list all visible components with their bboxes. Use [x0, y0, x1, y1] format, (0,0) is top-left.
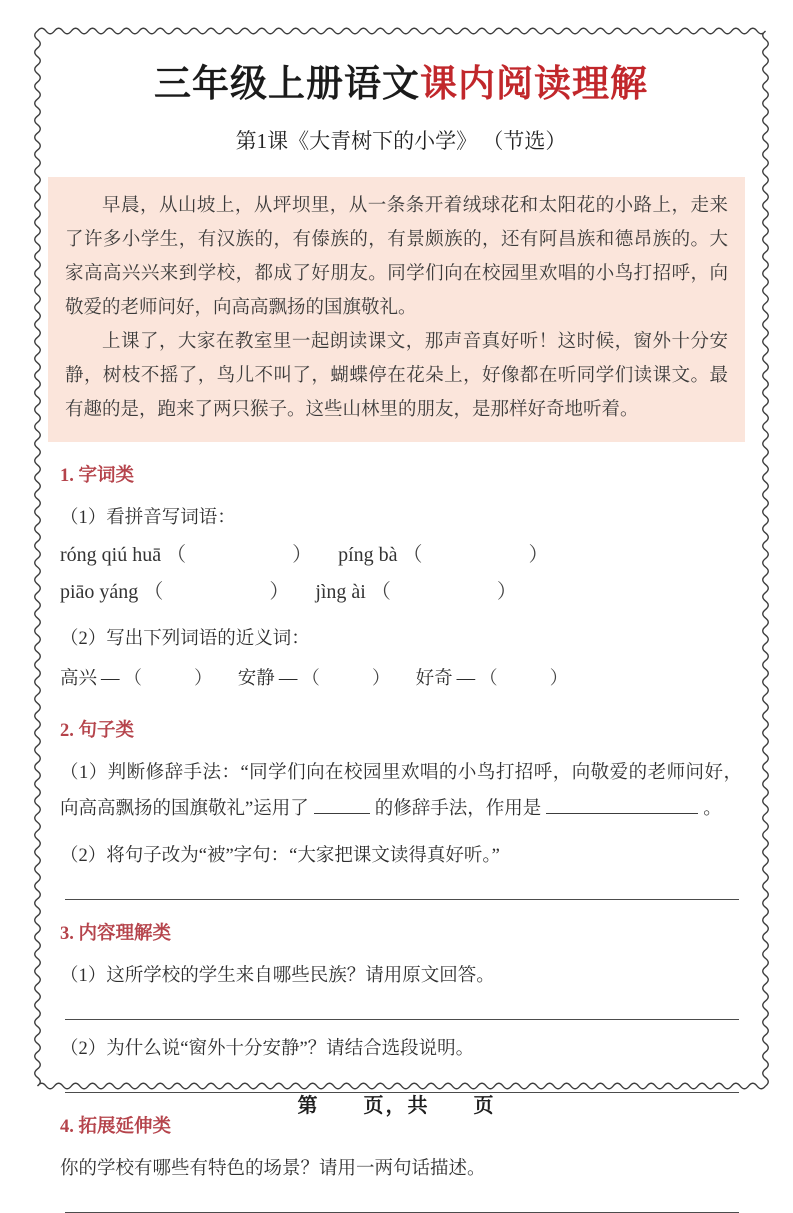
pinyin-text: piāo yáng [60, 581, 139, 603]
dash: — [278, 669, 298, 689]
paren-close: ） [292, 544, 313, 566]
page-title [60, 53, 742, 107]
passage-paragraph-1: 早晨，从山坡上，从坪坝里，从一条条开着绒球花和太阳花的小路上，走来了许多小学生，有汉族的，有傣族的，有景颇族的，还有阿昌族和德昂族的。大家高高兴兴来到学校，都成了好朋友。同学们向在校园里欢唱的小鸟打招呼，向敬爱的老师问好，向高高飘扬的国旗敬礼。 [65, 196, 728, 318]
section-heading-comprehension: 3. 内容理解类 [60, 924, 172, 944]
answer-line [65, 899, 739, 900]
paren-close: ） [269, 581, 290, 603]
fill-in-blank [546, 813, 698, 814]
passage-paragraph-2: 上课了，大家在教室里一起朗读课文，那声音真好听！这时候，窗外十分安静，树枝不摇了，鸟儿不叫了，蝴蝶停在花朵上，好像都在听同学们读课文。最有趣的是，跑来了两只猴子。这些山林里的朋友，是那样好奇地听着。 [65, 332, 728, 420]
paren-close: ） [194, 669, 213, 689]
pinyin-row-1 [60, 538, 742, 573]
pinyin-row-2 [60, 575, 742, 610]
paren-open: （ [301, 669, 320, 689]
question-text: 的修辞手法，作用是 [374, 799, 542, 819]
paren-open: （ [370, 581, 391, 603]
synonym-word: 安静 [237, 669, 275, 689]
pinyin-text: róng qiú huā [60, 544, 162, 566]
question-quiet-window: （2）为什么说“窗外十分安静”？请结合选段说明。 [60, 1039, 475, 1059]
synonym-row [60, 661, 742, 697]
paren-close: ） [371, 669, 391, 689]
synonym-word: 好奇 [415, 669, 453, 689]
question-bei-sentence: （2）将句子改为“被”字句：“大家把课文读得真好听。” [60, 846, 500, 866]
section-heading-words: 1. 字词类 [60, 466, 135, 486]
paren-open: （ [143, 581, 164, 603]
pinyin-text: píng bà [338, 544, 398, 566]
paren-open: （ [402, 544, 423, 566]
synonym-word: 高兴 [60, 669, 98, 689]
title-red-part: 课内阅读理解 [420, 64, 648, 105]
question-describe-school: 你的学校有哪些有特色的场景？请用一两句话描述。 [60, 1159, 486, 1179]
paren-close: ） [496, 581, 517, 603]
dash: — [101, 669, 120, 689]
pinyin-text: jìng ài [315, 581, 366, 603]
reading-passage-panel [48, 177, 745, 442]
question-ethnic-groups: （1）这所学校的学生来自哪些民族？请用原文回答。 [60, 966, 495, 986]
fill-in-blank [314, 813, 370, 814]
question-text: 。 [703, 799, 722, 819]
dash: — [456, 669, 476, 689]
paren-close: ） [528, 544, 549, 566]
paren-close: ） [549, 669, 569, 689]
paren-open: （ [123, 669, 143, 689]
answer-line [65, 1019, 739, 1020]
question-synonym-label: （2）写出下列词语的近义词： [60, 629, 310, 649]
section-heading-extension: 4. 拓展延伸类 [60, 1117, 172, 1137]
question-rhetoric [60, 755, 742, 827]
lesson-subtitle: 第1课《大青树下的小学》 （节选） [235, 129, 567, 153]
page-footer: 第 页，共 页 [297, 1095, 496, 1117]
question-pinyin-label: （1）看拼音写词语： [60, 508, 236, 528]
title-black-part: 三年级上册语文 [154, 64, 420, 105]
paren-open: （ [479, 669, 498, 689]
question-text: （1）判断修辞手法：“同学们向在校园里欢唱的小鸟打招呼，向敬爱的老师问好，向高高飘扬的国旗敬礼”运用了 [60, 763, 742, 819]
section-heading-sentences: 2. 句子类 [60, 721, 135, 741]
worksheet-content [60, 0, 742, 1213]
paren-open: （ [166, 544, 187, 566]
